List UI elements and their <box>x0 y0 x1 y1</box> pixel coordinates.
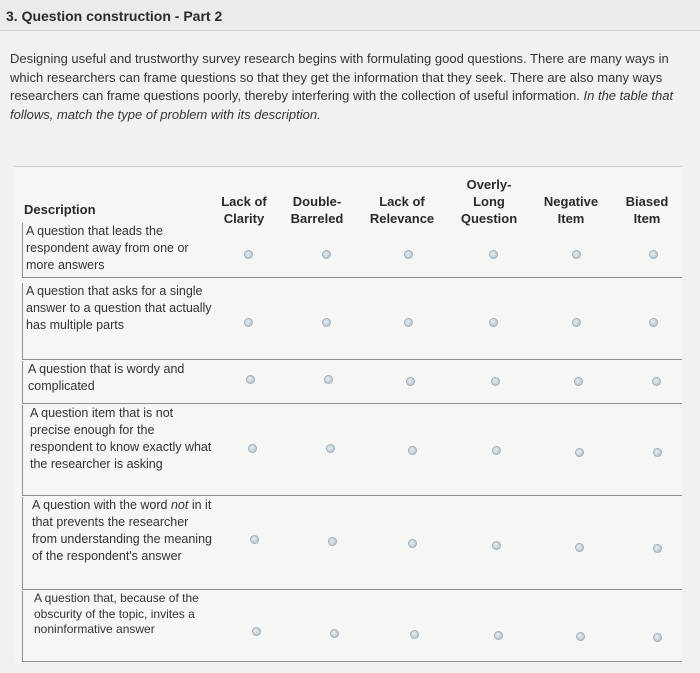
radio-lack-of-clarity[interactable] <box>244 250 253 259</box>
radio-biased-item[interactable] <box>649 250 658 259</box>
table-row <box>22 497 682 590</box>
radio-lack-of-clarity[interactable] <box>246 375 255 384</box>
table-row <box>22 405 682 496</box>
radio-double-barreled[interactable] <box>326 444 335 453</box>
radio-biased-item[interactable] <box>652 377 661 386</box>
radio-lack-of-relevance[interactable] <box>410 630 419 639</box>
column-header-label: Biased Item <box>625 194 669 226</box>
row-description: A question that leads the respondent away from one or more answers <box>22 223 212 277</box>
row-description: A question that, because of the obscurity of the topic, invites a noninformative answer <box>22 591 212 661</box>
radio-overly-long-question[interactable] <box>489 250 498 259</box>
radio-negative-item[interactable] <box>575 543 584 552</box>
question-intro <box>10 50 680 124</box>
radio-negative-item[interactable] <box>575 448 584 457</box>
radio-lack-of-relevance[interactable] <box>404 250 413 259</box>
question-title: 3. Question construction - Part 2 <box>6 8 223 24</box>
radio-lack-of-clarity[interactable] <box>250 535 259 544</box>
radio-lack-of-clarity[interactable] <box>244 318 253 327</box>
column-header-label: Overly-Long Question <box>460 177 518 226</box>
row-description: A question that is wordy and complicated <box>22 361 212 403</box>
column-header-lack-of-clarity <box>218 173 270 227</box>
radio-double-barreled[interactable] <box>322 318 331 327</box>
radio-double-barreled[interactable] <box>330 629 339 638</box>
table-row <box>22 283 682 360</box>
intro-instruction: In the table that follows, match the type of problem with its description. <box>10 88 674 122</box>
row-description <box>22 497 212 589</box>
radio-overly-long-question[interactable] <box>492 446 501 455</box>
radio-lack-of-relevance[interactable] <box>408 539 417 548</box>
radio-double-barreled[interactable] <box>322 250 331 259</box>
title-bar <box>0 0 700 31</box>
radio-overly-long-question[interactable] <box>489 318 498 327</box>
radio-negative-item[interactable] <box>574 377 583 386</box>
column-header-label: Double-Barreled <box>290 194 344 226</box>
column-header-label: Lack of Clarity <box>221 194 267 226</box>
radio-lack-of-clarity[interactable] <box>248 444 257 453</box>
radio-overly-long-question[interactable] <box>492 541 501 550</box>
radio-negative-item[interactable] <box>576 632 585 641</box>
radio-biased-item[interactable] <box>649 318 658 327</box>
row-description-text: in it that prevents the researcher from understanding the meaning of the respondent's answer <box>32 498 212 563</box>
radio-lack-of-relevance[interactable] <box>404 318 413 327</box>
row-description-emphasis: not <box>170 498 189 512</box>
radio-negative-item[interactable] <box>572 250 581 259</box>
radio-overly-long-question[interactable] <box>494 631 503 640</box>
intro-paragraph <box>10 50 680 124</box>
column-header-label: Lack of Relevance <box>369 194 435 226</box>
description-column-header: Description <box>24 202 96 217</box>
radio-negative-item[interactable] <box>572 318 581 327</box>
row-description-text: A question with the word <box>32 498 171 512</box>
table-row <box>22 223 682 278</box>
radio-overly-long-question[interactable] <box>491 377 500 386</box>
row-description: A question item that is not precise enough for the respondent to know exactly what the researcher is asking <box>22 405 212 495</box>
matching-table <box>14 166 682 663</box>
column-header-label: Negative Item <box>543 194 599 226</box>
radio-double-barreled[interactable] <box>328 537 337 546</box>
column-header-biased-item <box>618 173 676 227</box>
radio-biased-item[interactable] <box>653 633 662 642</box>
column-header-overly-long-question <box>452 173 526 227</box>
radio-biased-item[interactable] <box>653 448 662 457</box>
column-header-double-barreled <box>282 173 352 227</box>
column-header-negative-item <box>536 173 606 227</box>
table-row <box>22 591 682 662</box>
radio-biased-item[interactable] <box>653 544 662 553</box>
table-row <box>22 361 682 404</box>
column-header-lack-of-relevance <box>362 173 442 227</box>
intro-text: Designing useful and trustworthy survey research begins with formulating good questions. There are many ways in which researchers can frame questions so that they get the information that they seek. There are also many ways researchers can frame questions poorly, thereby interfering with the collection of useful information. <box>10 51 669 103</box>
row-description: A question that asks for a single answer to a question that actually has multiple parts <box>22 283 212 359</box>
radio-lack-of-relevance[interactable] <box>406 377 415 386</box>
radio-lack-of-relevance[interactable] <box>408 446 417 455</box>
radio-lack-of-clarity[interactable] <box>252 627 261 636</box>
radio-double-barreled[interactable] <box>324 375 333 384</box>
